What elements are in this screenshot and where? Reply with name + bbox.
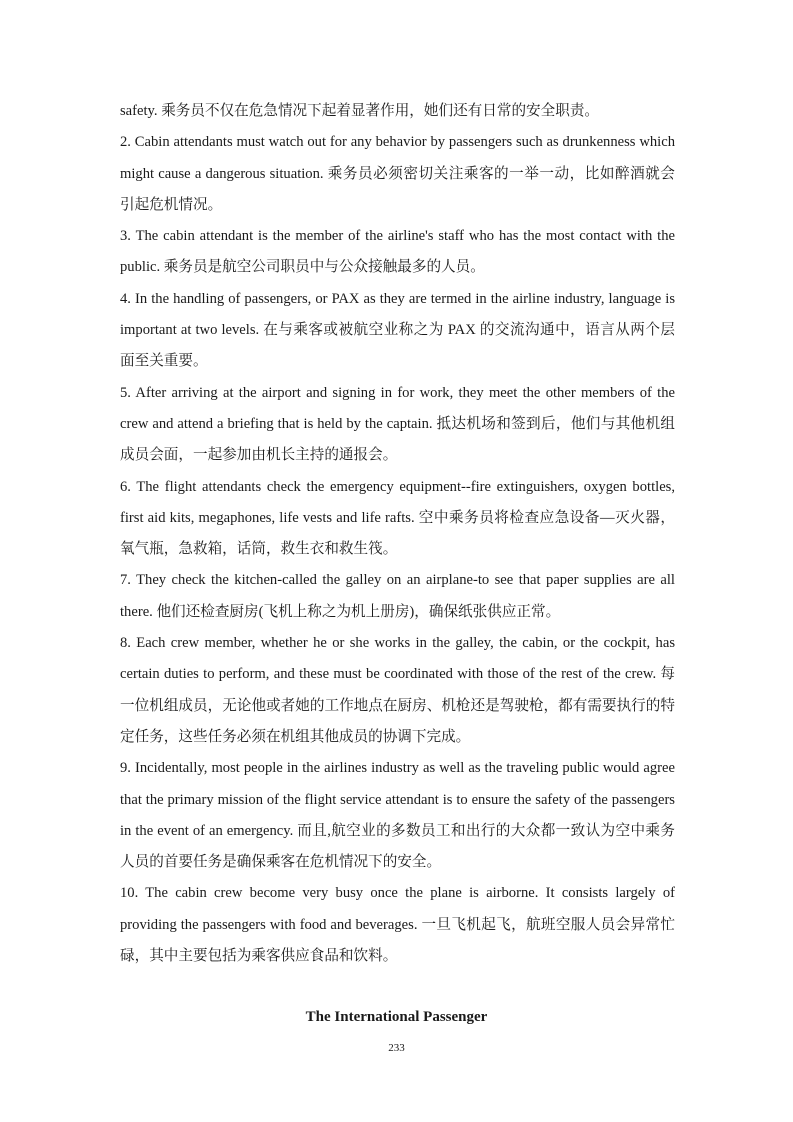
paragraph-8: 8. Each crew member, whether he or she works in the galley, the cabin, or the cockpit, has certain duties to perform, and these must be coordinated with those of the rest of the crew. 每一位机组成员，无论他或者她的工作地点在厨房、机枪还是驾驶枪，都有需要执行的特定任务，这些任务必须在机组其他成员的协调下完成。 <box>120 635 675 745</box>
page-number: 233 <box>388 1042 405 1054</box>
paragraph-9: 9. Incidentally, most people in the airlines industry as well as the traveling public would agree that the primary mission of the flight service attendant is to ensure the safety of the passengers in the event of an emergency. 而且,航空业的多数员工和出行的大众都一致认为空中乘务人员的首要任务是确保乘客在危机情况下的安全。 <box>120 760 675 871</box>
paragraph-4: 4. In the handling of passengers, or PAX as they are termed in the airline industry, language is important at two levels. 在与乘客或被航空业称之为 PAX 的交流沟通中，语言从两个层面至关重要。 <box>120 290 675 370</box>
paragraph-1: safety. 乘务员不仅在危急情况下起着显著作用，她们还有日常的安全职责。 <box>120 103 600 119</box>
paragraph-5: 5. After arriving at the airport and signing in for work, they meet the other members of the crew and attend a briefing that is held by the captain. 抵达机场和签到后，他们与其他机组成员会面，一起参加由机长主持的通报会。 <box>120 384 675 464</box>
paragraph-2: 2. Cabin attendants must watch out for any behavior by passengers such as drunkenness which might cause a dangerous situation. 乘务员必须密切关注乘客的一举一动，比如醉酒就会引起危机情况。 <box>120 134 675 213</box>
paragraph-10: 10. The cabin crew become very busy once the plane is airborne. It consists largely of providing the passengers with food and beverages. 一旦飞机起飞，航班空服人员会异常忙碌，其中主要包括为乘客供应食品和饮料。 <box>120 885 675 965</box>
section-heading: The International Passenger <box>305 1009 488 1025</box>
paragraph-6: 6. The flight attendants check the emergency equipment--fire extinguishers, oxygen bottles, first aid kits, megaphones, life vests and life rafts. 空中乘务员将检查应急设备—灭火器，氧气瓶，急救箱，话筒，救生衣和救生筏。 <box>120 478 675 558</box>
paragraph-7: 7. They check the kitchen-called the galley on an airplane-to see that paper supplies are all there. 他们还检查厨房(飞机上称之为机上册房)，确保纸张供应正常。 <box>120 572 675 620</box>
body-text <box>120 96 675 972</box>
paragraph-3: 3. The cabin attendant is the member of the airline's staff who has the most contact with the public. 乘务员是航空公司职员中与公众接触最多的人员。 <box>120 228 675 276</box>
